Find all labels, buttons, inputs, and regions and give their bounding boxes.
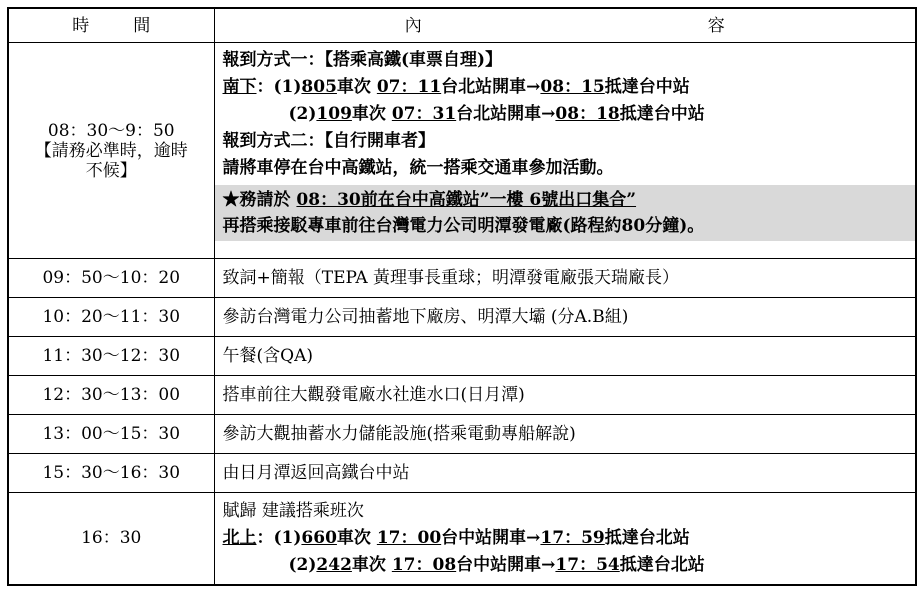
content-column-header: 內 容 xyxy=(214,8,916,43)
time-column-header: 時 間 xyxy=(8,8,214,43)
content-cell xyxy=(214,493,916,585)
southbound-train-1: 南下：(1)805車次 07：11台北站開車→08：15抵達台中站 xyxy=(222,77,690,97)
table-row xyxy=(8,259,916,298)
content-cell: 午餐(含QA) xyxy=(214,337,916,376)
parking-instruction: 請將車停在台中高鐵站，統一搭乘交通車參加活動。 xyxy=(222,158,614,178)
return-heading: 賦歸 建議搭乘班次 xyxy=(222,500,364,521)
schedule-table xyxy=(7,7,917,586)
table-row xyxy=(8,493,916,585)
checkin-option-1: 報到方式一：【搭乘高鐵(車票自理)】 xyxy=(222,50,503,70)
content-cell: 由日月潭返回高鐵台中站 xyxy=(214,454,916,493)
checkin-option-2: 報到方式二：【自行開車者】 xyxy=(222,131,435,151)
content-cell: 搭車前往大觀發電廠水社進水口(日月潭) xyxy=(214,376,916,415)
table-header-row xyxy=(8,8,916,43)
table-row xyxy=(8,454,916,493)
assembly-notice: ★務請於 08：30前在台中高鐵站”一樓 6號出口集合” 再搭乘接駁專車前往台灣電力公司明潭發電廠(路程約80分鐘)。 xyxy=(215,185,916,241)
time-cell: 08：30～9：50 【請務必準時，逾時 不候】 xyxy=(8,43,214,259)
time-cell: 09：50～10：20 xyxy=(8,259,214,298)
time-cell: 15：30～16：30 xyxy=(8,454,214,493)
content-cell: 參訪大觀抽蓄水力儲能設施(搭乘電動專船解說) xyxy=(214,415,916,454)
time-cell: 12：30～13：00 xyxy=(8,376,214,415)
table-row xyxy=(8,415,916,454)
time-cell: 13：00～15：30 xyxy=(8,415,214,454)
time-cell: 16：30 xyxy=(8,493,214,585)
content-cell: 致詞+簡報（TEPA 黃理事長重球；明潭發電廠張天瑞廠長） xyxy=(214,259,916,298)
table-row xyxy=(8,376,916,415)
time-cell: 11：30～12：30 xyxy=(8,337,214,376)
time-cell: 10：20～11：30 xyxy=(8,298,214,337)
northbound-train-2: (2)242車次 17：08台中站開車→17：54抵達台北站 xyxy=(288,554,705,575)
northbound-train-1: 北上：(1)660車次 17：00台中站開車→17：59抵達台北站 xyxy=(222,527,690,548)
content-cell xyxy=(214,43,916,259)
table-row xyxy=(8,43,916,259)
table-row xyxy=(8,337,916,376)
table-row xyxy=(8,298,916,337)
southbound-train-2: (2)109車次 07：31台北站開車→08：18抵達台中站 xyxy=(288,104,705,124)
content-cell: 參訪台灣電力公司抽蓄地下廠房、明潭大壩 (分A.B組) xyxy=(214,298,916,337)
